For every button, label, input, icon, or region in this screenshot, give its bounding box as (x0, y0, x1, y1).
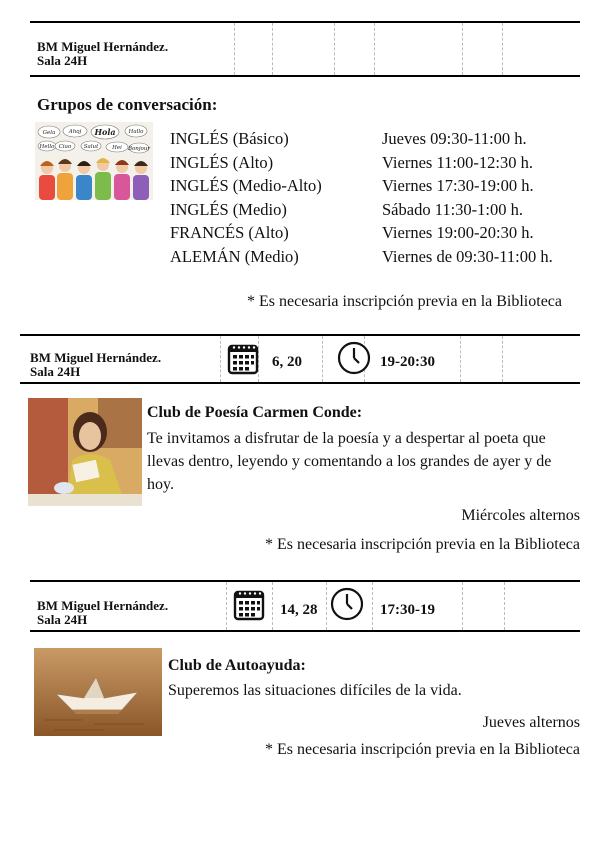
calendar-icon (233, 588, 265, 621)
event-hours: 19-20:30 (380, 354, 435, 370)
registration-note: * Es necesaria inscripción previa en la Biblioteca (265, 741, 580, 758)
room-name: Sala 24H (30, 364, 81, 379)
event-days: 6, 20 (272, 354, 302, 370)
speech-word: Hola (94, 127, 116, 137)
group-row (170, 198, 580, 222)
paper-boat-image (34, 648, 162, 736)
group-row (170, 221, 580, 245)
registration-note: * Es necesaria inscripción previa en la Biblioteca (247, 293, 562, 310)
room-name: Sala 24H (37, 53, 88, 68)
room-name: Sala 24H (37, 612, 88, 627)
group-time: Viernes de 09:30-11:00 h. (382, 246, 553, 266)
event-days: 14, 28 (280, 602, 318, 618)
location-3 (37, 599, 168, 627)
location-name: BM Miguel Hernández. (30, 350, 162, 365)
group-row (170, 127, 580, 151)
group-row (170, 151, 580, 175)
speech-word: Hei (112, 145, 122, 151)
location-name: BM Miguel Hernández. (37, 39, 169, 54)
group-row (170, 245, 580, 269)
group-time: Jueves 09:30-11:00 h. (382, 129, 527, 148)
location-name: BM Miguel Hernández. (37, 598, 169, 613)
section-heading: Grupos de conversación: (37, 95, 218, 114)
club-title: Club de Autoayuda: (168, 657, 306, 674)
group-language: INGLÉS (Medio) (170, 199, 287, 219)
group-time: Sábado 11:30-1:00 h. (382, 199, 523, 219)
groups-list (170, 127, 580, 268)
speech-word: Bonjour (127, 146, 151, 152)
group-time: Viernes 11:00-12:30 h. (382, 152, 533, 172)
club-title: Club de Poesía Carmen Conde: (147, 404, 363, 421)
group-language: INGLÉS (Alto) (170, 152, 274, 172)
club-description: Superemos las situaciones difíciles de la vida. (168, 682, 462, 699)
speech-word: Ciao (58, 144, 72, 150)
registration-note: * Es necesaria inscripción previa en la Biblioteca (265, 536, 580, 553)
calendar-icon (227, 342, 259, 375)
group-language: INGLÉS (Medio-Alto) (170, 176, 322, 195)
group-language: INGLÉS (Básico) (170, 129, 289, 148)
poetry-painting (28, 398, 142, 506)
speech-word: Gela (42, 130, 56, 136)
group-time: Viernes 17:30-19:00 h. (382, 176, 534, 195)
speech-word: Ahoj (68, 129, 82, 135)
meeting-frequency: Miércoles alternos (461, 507, 580, 524)
group-language: FRANCÉS (Alto) (170, 223, 289, 242)
location-2 (30, 351, 161, 379)
clock-icon (330, 587, 364, 621)
speech-word: Salut (83, 144, 99, 150)
group-language: ALEMÁN (Medio) (170, 246, 299, 266)
clock-icon (337, 341, 371, 375)
group-time: Viernes 19:00-20:30 h. (382, 223, 534, 242)
speech-word: Hello (39, 144, 55, 150)
speech-word: Hallo (128, 129, 144, 135)
club-description: Te invitamos a disfrutar de la poesía y a despertar al poeta que llevas dentro, leyendo y comentando a los grandes de ayer y de hoy. (147, 430, 552, 493)
conversation-illustration (35, 122, 153, 200)
group-row (170, 174, 580, 198)
location-1 (37, 40, 168, 68)
meeting-frequency: Jueves alternos (482, 714, 580, 731)
event-hours: 17:30-19 (380, 602, 435, 618)
